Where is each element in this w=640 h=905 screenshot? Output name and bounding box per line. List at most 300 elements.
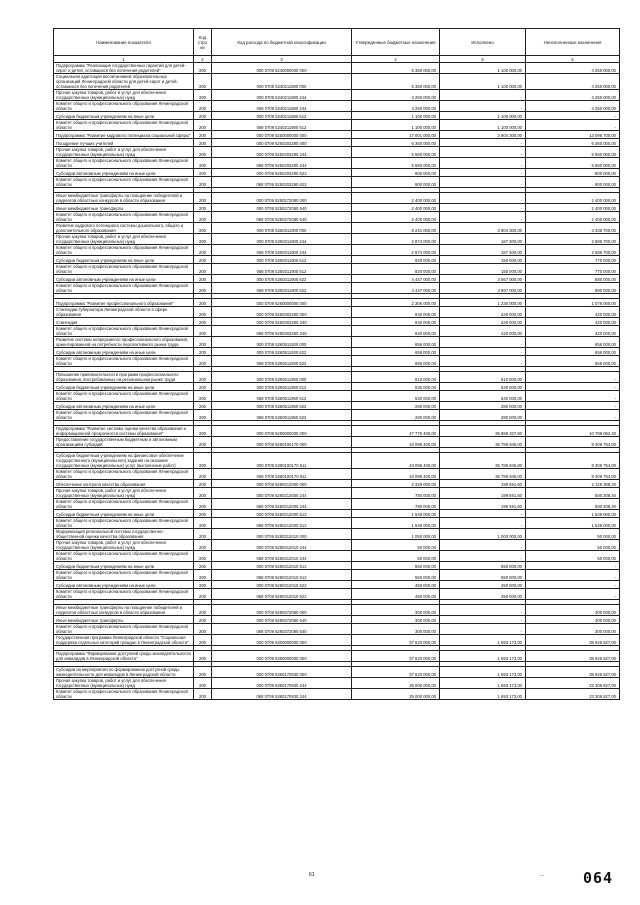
table-row [54, 177, 620, 188]
cell-executed: 550 000,00 [440, 562, 526, 570]
header-row-code: Код стро ки [194, 29, 212, 56]
cell-executed: 530 000,00 [440, 391, 526, 402]
cell-row-code: 200 [194, 139, 212, 147]
cell-executed: 550 000,00 [440, 570, 526, 581]
budget-report-sheet [53, 28, 619, 700]
cell-indicator-name: Комитет общего и профессионального образования Ленинградской области [54, 177, 194, 188]
cell-budget-code: 000 0709 5240211880 612 [212, 112, 352, 120]
cell-approved: 2 400 000,00 [352, 212, 440, 223]
cell-unexecuted: 656 000,00 [526, 348, 620, 356]
cell-approved: 840 000,00 [352, 307, 440, 318]
cell-indicator-name: Иные межбюджетные трансферты [54, 616, 194, 624]
cell-budget-code: 000 0709 5280100170 611 [212, 453, 352, 469]
table-row [54, 689, 620, 700]
cell-unexecuted: 2 686 700,00 [526, 234, 620, 245]
cell-unexecuted: 35 926 827,00 [526, 635, 620, 646]
cell-indicator-name: Субсидии автономным учреждениям на иные цели [54, 402, 194, 410]
cell-budget-code: 000 0709 5360170930 244 [212, 678, 352, 689]
table-row [54, 337, 620, 348]
cell-indicator-name: Субсидии бюджетным учреждениям на финансовое обеспечение государственного (муниципального) задания на оказание государственных (муниципальных) услуг (выполнение работ) [54, 453, 194, 469]
cell-unexecuted: 50 000,00 [526, 540, 620, 551]
table-row [54, 318, 620, 326]
cell-unexecuted: 1 549 000,00 [526, 518, 620, 529]
cell-unexecuted: 800 000,00 [526, 169, 620, 177]
cell-unexecuted: 770 000,00 [526, 256, 620, 264]
cell-indicator-name: Подпрограмма "Реализация государственных гарантий для детей-сирот и детей, оставшихся без попечения родителей" [54, 63, 194, 74]
cell-executed: 450 000,00 [440, 581, 526, 589]
cell-unexecuted: 10 789 062,40 [526, 426, 620, 437]
cell-budget-code: 000 0709 5250000000 000 [212, 131, 352, 139]
cell-executed: 1 000 000,00 [440, 529, 526, 540]
cell-row-code: 200 [194, 667, 212, 678]
table-row [54, 120, 620, 131]
cell-row-code: 200 [194, 131, 212, 139]
cell-unexecuted: 35 926 827,00 [526, 651, 620, 662]
cell-executed: - [440, 551, 526, 562]
cell-unexecuted: - [526, 570, 620, 581]
cell-executed: - [440, 147, 526, 158]
cell-row-code: 200 [194, 391, 212, 402]
header-executed: Исполнено [440, 29, 526, 56]
column-number: 1 [54, 56, 194, 63]
cell-budget-code: 000 0709 5240211880 000 [212, 74, 352, 90]
cell-executed: 3 904 300,00 [440, 131, 526, 139]
table-header-row [54, 29, 620, 56]
cell-approved: 17 001 000,00 [352, 131, 440, 139]
cell-row-code: 200 [194, 158, 212, 169]
cell-indicator-name: Государственная программа Ленинградской области "Социальная поддержка отдельных категорий граждан в Ленинградской области" [54, 635, 194, 646]
cell-unexecuted: - [526, 120, 620, 131]
cell-indicator-name: Субсидии бюджетным учреждениям на иные цели [54, 112, 194, 120]
table-row [54, 212, 620, 223]
table-row [54, 616, 620, 624]
cell-indicator-name: Социальная адаптация воспитанников образовательных организаций Ленинградской области для детей-сирот и детей, оставшихся без попечения родителей [54, 74, 194, 90]
cell-indicator-name: Субсидии бюджетным учреждениям на иные цели [54, 510, 194, 518]
table-row [54, 275, 620, 283]
cell-indicator-name: Субсидии автономным учреждениям на иные цели [54, 581, 194, 589]
cell-executed: 420 000,00 [440, 318, 526, 326]
cell-executed: 35 786 845,00 [440, 437, 526, 448]
table-row [54, 402, 620, 410]
cell-approved: 920 000,00 [352, 256, 440, 264]
table-row [54, 356, 620, 367]
cell-executed: 35 786 845,00 [440, 453, 526, 469]
cell-approved: 4 250 000,00 [352, 90, 440, 101]
cell-budget-code: 068 0709 5250311900 612 [212, 264, 352, 275]
cell-indicator-name: Стипендии Губернатора Ленинградской области в сфере образования [54, 307, 194, 318]
cell-indicator-name: Развитие системы непрерывного профессионального образования, ориентированной на потребности перспективного рынка труда [54, 337, 194, 348]
cell-budget-code: 000 0709 5250311900 612 [212, 256, 352, 264]
cell-unexecuted: 770 000,00 [526, 264, 620, 275]
cell-approved: 25 000 000,00 [352, 678, 440, 689]
cell-executed: - [440, 169, 526, 177]
column-number: 6 [526, 56, 620, 63]
cell-unexecuted: 23 306 827,00 [526, 689, 620, 700]
cell-unexecuted: 4 336 700,00 [526, 223, 620, 234]
table-row [54, 307, 620, 318]
cell-executed: 420 000,00 [440, 326, 526, 337]
table-row [54, 510, 620, 518]
cell-approved: 5 560 000,00 [352, 158, 440, 169]
cell-approved: 2 400 000,00 [352, 193, 440, 204]
cell-budget-code: 000 0709 5260511950 622 [212, 402, 352, 410]
cell-approved: 37 620 000,00 [352, 635, 440, 646]
cell-row-code: 200 [194, 635, 212, 646]
cell-executed: - [440, 518, 526, 529]
cell-indicator-name: Комитет общего и профессионального образования Ленинградской области [54, 551, 194, 562]
cell-budget-code: 000 0709 5250311900 622 [212, 275, 352, 283]
cell-approved: 920 000,00 [352, 264, 440, 275]
cell-budget-code: 000 0709 5280212000 244 [212, 488, 352, 499]
cell-unexecuted: - [526, 402, 620, 410]
cell-unexecuted: 4 250 000,00 [526, 63, 620, 74]
cell-approved: 780 000,00 [352, 499, 440, 510]
cell-approved: 450 000,00 [352, 589, 440, 600]
cell-row-code: 200 [194, 318, 212, 326]
table-row [54, 453, 620, 469]
cell-unexecuted: 656 000,00 [526, 356, 620, 367]
cell-executed: - [440, 204, 526, 212]
cell-row-code: 200 [194, 193, 212, 204]
cell-budget-code: 000 0709 5250272080 000 [212, 193, 352, 204]
table-row [54, 112, 620, 120]
cell-unexecuted: 4 250 000,00 [526, 74, 620, 90]
table-row [54, 488, 620, 499]
cell-budget-code: 000 0709 5280312010 612 [212, 562, 352, 570]
table-row [54, 372, 620, 383]
cell-row-code: 200 [194, 540, 212, 551]
cell-indicator-name: Развитие кадрового потенциала системы дошкольного, общего и дополнительного образования [54, 223, 194, 234]
cell-executed: 199 591,60 [440, 499, 526, 510]
cell-budget-code: 000 0709 5260303260 340 [212, 318, 352, 326]
table-row [54, 169, 620, 177]
cell-unexecuted: 800 000,00 [526, 177, 620, 188]
cell-row-code: 200 [194, 101, 212, 112]
cell-unexecuted: 50 000,00 [526, 529, 620, 540]
cell-row-code: 200 [194, 510, 212, 518]
cell-budget-code: 000 0709 5260000000 000 [212, 299, 352, 307]
cell-approved: 1 050 000,00 [352, 529, 440, 540]
cell-executed: - [440, 101, 526, 112]
cell-approved: 44 096 400,00 [352, 469, 440, 480]
cell-approved: 656 000,00 [352, 356, 440, 367]
cell-indicator-name: Предоставление государственным бюджетным и автономным организациям субсидий [54, 437, 194, 448]
table-row [54, 589, 620, 600]
cell-row-code: 200 [194, 678, 212, 689]
cell-row-code: 200 [194, 348, 212, 356]
header-approved: Утвержденные бюджетные назначения [352, 29, 440, 56]
cell-approved: 300 000,00 [352, 624, 440, 635]
cell-row-code: 200 [194, 169, 212, 177]
cell-executed: 35 786 845,00 [440, 469, 526, 480]
table-row [54, 90, 620, 101]
cell-unexecuted: 2 686 700,00 [526, 245, 620, 256]
table-row [54, 678, 620, 689]
cell-indicator-name: Субсидии автономным учреждениям на иные цели [54, 169, 194, 177]
cell-executed: - [440, 510, 526, 518]
cell-unexecuted: 8 309 754,00 [526, 453, 620, 469]
table-row [54, 562, 620, 570]
cell-indicator-name: Комитет общего и профессионального образования Ленинградской области [54, 570, 194, 581]
cell-approved: 840 000,00 [352, 326, 440, 337]
cell-executed: 1 693 173,00 [440, 667, 526, 678]
table-row [54, 570, 620, 581]
cell-budget-code: 000 0709 5250203290 622 [212, 169, 352, 177]
cell-indicator-name: Иные межбюджетные трансферты на поощрение победителей и лауреатов областных конкурсов в области образования [54, 605, 194, 616]
cell-budget-code: 068 0709 5280312010 244 [212, 551, 352, 562]
cell-executed: - [440, 158, 526, 169]
cell-row-code: 200 [194, 245, 212, 256]
cell-unexecuted: 300 000,00 [526, 624, 620, 635]
cell-unexecuted: 880 000,00 [526, 283, 620, 294]
cell-indicator-name: Комитет общего и профессионального образования Ленинградской области [54, 410, 194, 421]
table-row [54, 101, 620, 112]
cell-row-code: 200 [194, 562, 212, 570]
cell-indicator-name: Субсидии бюджетным учреждениям на иные цели [54, 383, 194, 391]
cell-unexecuted: 420 000,00 [526, 318, 620, 326]
table-row [54, 391, 620, 402]
cell-unexecuted: 50 000,00 [526, 551, 620, 562]
table-row [54, 256, 620, 264]
cell-budget-code: 068 0709 5280212000 244 [212, 499, 352, 510]
table-row [54, 139, 620, 147]
column-number-row [54, 56, 620, 63]
cell-budget-code: 000 0709 5280372080 000 [212, 605, 352, 616]
cell-approved: 280 000,00 [352, 410, 440, 421]
cell-indicator-name: Комитет общего и профессионального образования Ленинградской области [54, 283, 194, 294]
cell-budget-code: 068 0709 5240211880 612 [212, 120, 352, 131]
table-row [54, 383, 620, 391]
cell-unexecuted: - [526, 383, 620, 391]
cell-budget-code: 000 0709 5250272080 540 [212, 204, 352, 212]
table-row [54, 223, 620, 234]
cell-budget-code: 068 0709 5250272080 540 [212, 212, 352, 223]
cell-budget-code: 000 0709 5260511950 612 [212, 383, 352, 391]
cell-unexecuted: - [526, 391, 620, 402]
cell-executed: - [440, 356, 526, 367]
cell-approved: 1 100 000,00 [352, 112, 440, 120]
cell-row-code: 200 [194, 275, 212, 283]
cell-row-code: 200 [194, 372, 212, 383]
cell-executed: 1 693 173,00 [440, 678, 526, 689]
cell-indicator-name: Обеспечение контроля качества образования [54, 480, 194, 488]
page-number: 61 [309, 872, 315, 878]
cell-approved: 2 874 000,00 [352, 234, 440, 245]
cell-indicator-name: Комитет общего и профессионального образования Ленинградской области [54, 264, 194, 275]
cell-row-code: 200 [194, 551, 212, 562]
cell-executed: - [440, 337, 526, 348]
cell-row-code: 200 [194, 283, 212, 294]
cell-indicator-name: Прочая закупка товаров, работ и услуг для обеспечения государственных (муниципальных) нужд [54, 147, 194, 158]
cell-executed: - [440, 624, 526, 635]
cell-indicator-name: Комитет общего и профессионального образования Ленинградской области [54, 391, 194, 402]
cell-unexecuted: 580 308,40 [526, 499, 620, 510]
table-row [54, 426, 620, 437]
cell-executed: 199 591,60 [440, 480, 526, 488]
cell-row-code: 200 [194, 383, 212, 391]
cell-indicator-name: Подпрограмма "Развитие системы оценки качества образования и информационной прозрачности системы образования" [54, 426, 194, 437]
cell-executed: - [440, 212, 526, 223]
cell-row-code: 200 [194, 518, 212, 529]
cell-indicator-name: Комитет общего и профессионального образования Ленинградской области [54, 245, 194, 256]
cell-unexecuted: 23 306 827,00 [526, 678, 620, 689]
cell-executed: 187 300,00 [440, 234, 526, 245]
cell-budget-code: 000 0709 5240000000 000 [212, 63, 352, 74]
table-row [54, 245, 620, 256]
cell-budget-code: 000 0709 5260511950 000 [212, 372, 352, 383]
cell-approved: 4 447 000,00 [352, 283, 440, 294]
cell-unexecuted: 2 400 000,00 [526, 193, 620, 204]
cell-executed: 1 100 000,00 [440, 63, 526, 74]
cell-approved: 4 447 000,00 [352, 275, 440, 283]
cell-executed: 3 567 000,00 [440, 275, 526, 283]
cell-unexecuted: 8 309 754,00 [526, 469, 620, 480]
cell-approved: 840 000,00 [352, 318, 440, 326]
cell-budget-code: 000 0709 5250203290 244 [212, 147, 352, 158]
cell-indicator-name: Комитет общего и профессионального образования Ленинградской области [54, 356, 194, 367]
header-indicator-name: Наименование показателя [54, 29, 194, 56]
cell-budget-code: 000 0709 5250203290 000 [212, 139, 352, 147]
cell-row-code: 200 [194, 326, 212, 337]
cell-approved: 550 000,00 [352, 562, 440, 570]
cell-indicator-name: Прочая закупка товаров, работ и услуг для обеспечения государственных (муниципальных) нужд [54, 678, 194, 689]
table-row [54, 605, 620, 616]
cell-unexecuted: 420 000,00 [526, 307, 620, 318]
cell-unexecuted: 2 400 000,00 [526, 212, 620, 223]
cell-indicator-name: Комитет общего и профессионального образования Ленинградской области [54, 589, 194, 600]
table-row [54, 193, 620, 204]
cell-indicator-name: Прочая закупка товаров, работ и услуг для обеспечения государственных (муниципальных) нужд [54, 488, 194, 499]
table-row [54, 147, 620, 158]
cell-indicator-name: Субсидии автономным учреждениям на иные цели [54, 348, 194, 356]
cell-approved: 1 100 000,00 [352, 120, 440, 131]
cell-executed: 530 000,00 [440, 383, 526, 391]
cell-unexecuted: 300 000,00 [526, 616, 620, 624]
cell-row-code: 200 [194, 120, 212, 131]
cell-row-code: 200 [194, 264, 212, 275]
cell-executed: 1 693 173,00 [440, 635, 526, 646]
cell-row-code: 200 [194, 581, 212, 589]
cell-approved: 25 000 000,00 [352, 689, 440, 700]
cell-unexecuted: 4 250 000,00 [526, 90, 620, 101]
cell-executed: 3 904 300,00 [440, 223, 526, 234]
column-number: 5 [440, 56, 526, 63]
cell-executed: - [440, 605, 526, 616]
cell-executed: 36 986 337,60 [440, 426, 526, 437]
cell-row-code: 200 [194, 624, 212, 635]
cell-executed: 199 591,60 [440, 488, 526, 499]
cell-budget-code: 068 0709 5280100170 611 [212, 469, 352, 480]
cell-indicator-name: Повышение привлекательности программ профессионального образования, востребованных на региональном рынке труда [54, 372, 194, 383]
table-body [54, 63, 620, 700]
column-number: 3 [212, 56, 352, 63]
cell-executed: - [440, 348, 526, 356]
cell-budget-code: 000 0709 5280100170 000 [212, 437, 352, 448]
cell-indicator-name: Комитет общего и профессионального образования Ленинградской области [54, 326, 194, 337]
cell-unexecuted: 5 560 000,00 [526, 158, 620, 169]
cell-unexecuted: 8 309 754,00 [526, 437, 620, 448]
cell-unexecuted: 420 000,00 [526, 326, 620, 337]
cell-row-code: 200 [194, 356, 212, 367]
cell-indicator-name: Субсидии бюджетным учреждениям на иные цели [54, 562, 194, 570]
cell-row-code: 200 [194, 453, 212, 469]
cell-unexecuted: - [526, 562, 620, 570]
cell-budget-code: 000 0709 5360000000 000 [212, 651, 352, 662]
cell-approved: 5 350 000,00 [352, 74, 440, 90]
cell-executed: - [440, 540, 526, 551]
cell-budget-code: 000 0709 5360170930 000 [212, 667, 352, 678]
cell-indicator-name: Прочая закупка товаров, работ и услуг для обеспечения государственных (муниципальных) нужд [54, 90, 194, 101]
cell-indicator-name: Комитет общего и профессионального образования Ленинградской области [54, 499, 194, 510]
cell-row-code: 200 [194, 570, 212, 581]
cell-budget-code: 068 0709 5280312010 622 [212, 589, 352, 600]
cell-indicator-name: Подпрограмма "Развитие профессионального образования" [54, 299, 194, 307]
cell-indicator-name: Прочая закупка товаров, работ и услуг для обеспечения государственных (муниципальных) нужд [54, 234, 194, 245]
cell-approved: 47 775 400,00 [352, 426, 440, 437]
cell-unexecuted: 4 250 000,00 [526, 101, 620, 112]
cell-approved: 37 620 000,00 [352, 667, 440, 678]
cell-budget-code: 000 0709 5240211880 244 [212, 90, 352, 101]
cell-row-code: 200 [194, 307, 212, 318]
table-row [54, 581, 620, 589]
cell-unexecuted: 2 129 308,40 [526, 480, 620, 488]
cell-indicator-name: Поощрение лучших учителей [54, 139, 194, 147]
cell-approved: 280 000,00 [352, 402, 440, 410]
cell-approved: 44 096 400,00 [352, 437, 440, 448]
cell-row-code: 200 [194, 90, 212, 101]
cell-indicator-name: Комитет общего и профессионального образования Ленинградской области [54, 689, 194, 700]
cell-approved: 2 329 000,00 [352, 480, 440, 488]
cell-budget-code: 068 0709 5240211880 244 [212, 101, 352, 112]
cell-approved: 2 874 000,00 [352, 245, 440, 256]
cell-budget-code: 000 0709 5280372080 540 [212, 616, 352, 624]
cell-row-code: 200 [194, 488, 212, 499]
cell-indicator-name: Комитет общего и профессионального образования Ленинградской области [54, 212, 194, 223]
table-row [54, 74, 620, 90]
cell-budget-code: 068 0709 5260511950 622 [212, 410, 352, 421]
cell-budget-code: 000 0709 5280312010 622 [212, 581, 352, 589]
cell-budget-code: 000 0709 5280000000 000 [212, 426, 352, 437]
cell-approved: 780 000,00 [352, 488, 440, 499]
cell-executed: 1 100 000,00 [440, 112, 526, 120]
cell-row-code: 200 [194, 256, 212, 264]
header-unexecuted: Неисполненные назначения [526, 29, 620, 56]
cell-unexecuted: - [526, 589, 620, 600]
cell-unexecuted: - [526, 112, 620, 120]
cell-executed: - [440, 193, 526, 204]
cell-approved: 2 306 000,00 [352, 299, 440, 307]
cell-unexecuted: - [526, 581, 620, 589]
table-row [54, 624, 620, 635]
cell-row-code: 200 [194, 234, 212, 245]
cell-indicator-name: Прочая закупка товаров, работ и услуг для обеспечения государственных (муниципальных) нужд [54, 540, 194, 551]
cell-indicator-name: Комитет общего и профессионального образования Ленинградской области [54, 158, 194, 169]
cell-budget-code: 068 0709 5250203290 244 [212, 158, 352, 169]
cell-unexecuted: 35 926 827,00 [526, 667, 620, 678]
cell-executed: - [440, 90, 526, 101]
cell-row-code: 200 [194, 605, 212, 616]
header-budget-code: Код расхода по бюджетной классификации [212, 29, 352, 56]
column-number: 2 [194, 56, 212, 63]
cell-executed: 3 567 000,00 [440, 283, 526, 294]
cell-approved: 810 000,00 [352, 372, 440, 383]
cell-executed: 420 000,00 [440, 307, 526, 318]
cell-unexecuted: 300 000,00 [526, 605, 620, 616]
cell-budget-code: 068 0709 5280312010 612 [212, 570, 352, 581]
cell-approved: 2 400 000,00 [352, 204, 440, 212]
cell-budget-code: 068 0709 5280372080 540 [212, 624, 352, 635]
cell-approved: 300 000,00 [352, 605, 440, 616]
